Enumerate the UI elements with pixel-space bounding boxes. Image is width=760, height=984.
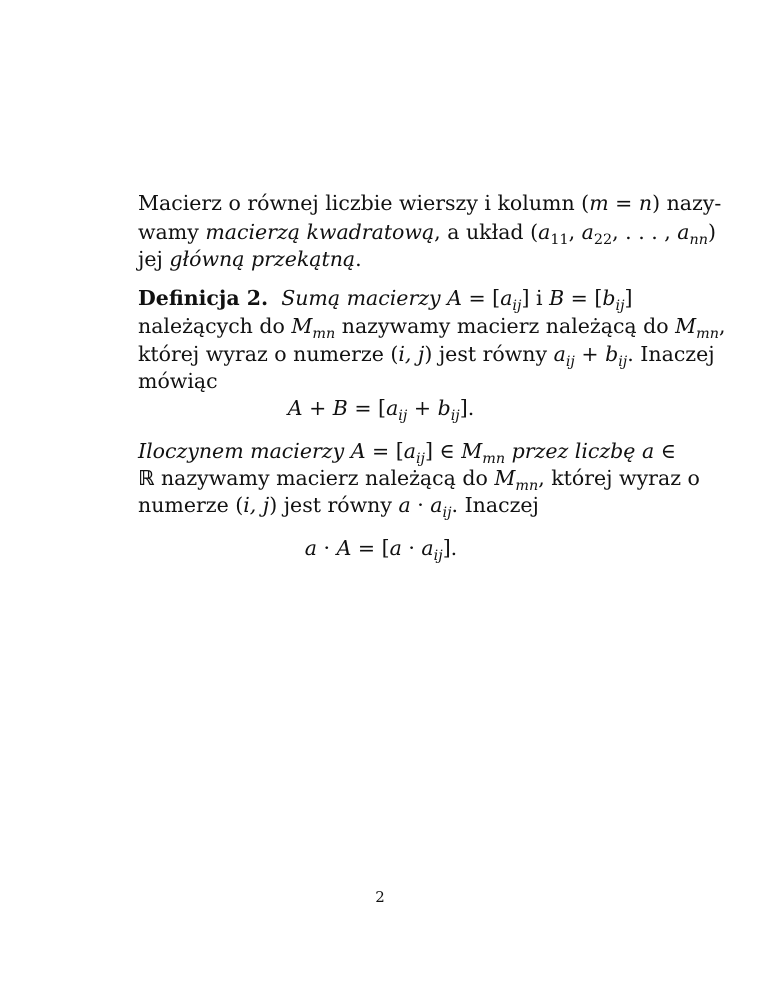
definition-label: Definicja 2. bbox=[138, 286, 269, 310]
term-square-matrix: macierzą kwadratową bbox=[205, 220, 435, 244]
para1-line2: wamy macierzą kwadratową, a układ ($a_{11}$, $a_{22}$, . . . , $a_{nn}$) bbox=[138, 220, 717, 249]
real-numbers-symbol: ℝ bbox=[138, 466, 155, 490]
definition-line4: mówiąc bbox=[138, 369, 218, 393]
definition-line1: Definicja 2. Sumą macierzy $A = [a_{ij}]$ i $B = [b_{ij}]$ bbox=[138, 286, 633, 315]
para2-line2: ℝ nazywamy macierz należącą do $M_{mn}$, której wyraz o bbox=[138, 466, 700, 495]
equation-sum: $A + B = [a_{ij} + b_{ij}]$. bbox=[287, 396, 475, 425]
page-number: 2 bbox=[375, 888, 385, 906]
para1-line3: jej główną przekątną. bbox=[138, 247, 362, 271]
definition-line2: należących do $M_{mn}$ nazywamy macierz należącą do $M_{mn}$, bbox=[138, 314, 726, 343]
para2-line3: numerze (i, j) jest równy $a \cdot a_{ij}$. Inaczej bbox=[138, 493, 539, 522]
definition-line3: której wyraz o numerze (i, j) jest równy $a_{ij} + b_{ij}$. Inaczej bbox=[138, 342, 715, 371]
para2-line1: Iloczynem macierzy $A = [a_{ij}]$ ∈ $M_{mn}$ przez liczbę a ∈ bbox=[138, 439, 676, 468]
equation-scalar-product: $a \cdot A = [a \cdot a_{ij}]$. bbox=[304, 536, 458, 565]
para1-line1: Macierz o równej liczbie wierszy i kolumn (m = n) nazy- bbox=[138, 191, 722, 215]
term-main-diagonal: główną przekątną bbox=[169, 247, 356, 271]
